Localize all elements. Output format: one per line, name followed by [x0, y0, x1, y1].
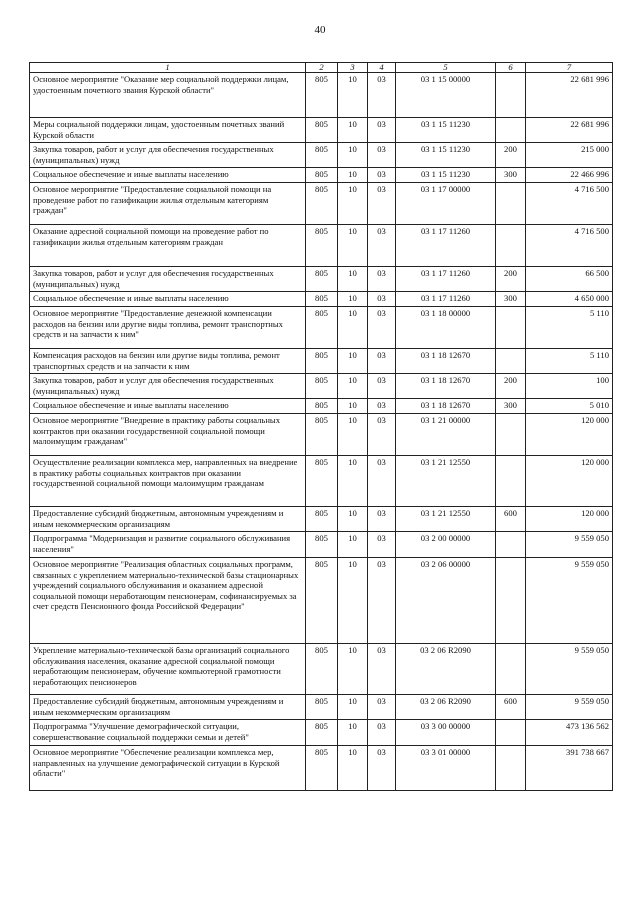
row-c7-cell: 120 000	[526, 414, 613, 456]
row-c5-cell: 03 1 18 00000	[396, 307, 496, 349]
table-row	[30, 118, 613, 143]
row-c2-cell: 805	[306, 532, 338, 558]
table-row	[30, 292, 613, 307]
row-c6-cell	[496, 414, 526, 456]
row-c6-cell: 300	[496, 399, 526, 414]
row-c3-cell: 10	[338, 695, 368, 720]
row-c4-cell: 03	[368, 644, 396, 695]
row-c6-cell	[496, 532, 526, 558]
row-c5-cell: 03 1 15 11230	[396, 143, 496, 168]
row-c7-cell: 22 681 996	[526, 73, 613, 118]
row-c6-cell	[496, 558, 526, 644]
row-c7-cell: 5 110	[526, 307, 613, 349]
row-c2-cell: 805	[306, 168, 338, 183]
row-c2-cell: 805	[306, 143, 338, 168]
row-c4-cell: 03	[368, 558, 396, 644]
row-c2-cell: 805	[306, 225, 338, 267]
row-c5-cell: 03 2 00 00000	[396, 532, 496, 558]
row-c3-cell: 10	[338, 225, 368, 267]
row-c6-cell: 300	[496, 292, 526, 307]
row-name-cell: Осуществление реализации комплекса мер, направленных на внедрение в практику работы социальных контрактов при оказании государственной социальной помощи малоимущим гражданам	[30, 456, 306, 507]
row-c7-cell: 391 738 667	[526, 746, 613, 791]
row-c4-cell: 03	[368, 695, 396, 720]
row-c2-cell: 805	[306, 695, 338, 720]
row-c7-cell: 473 136 562	[526, 720, 613, 746]
row-c7-cell: 120 000	[526, 507, 613, 532]
row-c6-cell	[496, 118, 526, 143]
row-c5-cell: 03 3 00 00000	[396, 720, 496, 746]
table-row	[30, 307, 613, 349]
row-name-cell: Закупка товаров, работ и услуг для обеспечения государственных (муниципальных) нужд	[30, 143, 306, 168]
table-row	[30, 349, 613, 374]
table-row	[30, 532, 613, 558]
row-c5-cell: 03 1 21 12550	[396, 507, 496, 532]
row-name-cell: Предоставление субсидий бюджетным, автономным учреждениям и иным некоммерческим организациям	[30, 695, 306, 720]
row-c7-cell: 5 010	[526, 399, 613, 414]
row-c2-cell: 805	[306, 746, 338, 791]
row-name-cell: Социальное обеспечение и иные выплаты населению	[30, 292, 306, 307]
row-c7-cell: 120 000	[526, 456, 613, 507]
budget-table	[29, 62, 613, 791]
row-c7-cell: 100	[526, 374, 613, 399]
table-row	[30, 746, 613, 791]
row-c3-cell: 10	[338, 168, 368, 183]
row-c5-cell: 03 1 15 11230	[396, 118, 496, 143]
row-c6-cell	[496, 720, 526, 746]
page-number: 40	[314, 24, 326, 36]
row-c6-cell: 600	[496, 507, 526, 532]
row-name-cell: Укрепление материально-технической базы организаций социального обслуживания населения, оказание адресной социальной помощи неработающим пенсионерам, обучение компьютерной грамотности неработающих пенсионеров	[30, 644, 306, 695]
row-c3-cell: 10	[338, 720, 368, 746]
row-c2-cell: 805	[306, 183, 338, 225]
row-c3-cell: 10	[338, 374, 368, 399]
row-name-cell: Социальное обеспечение и иные выплаты населению	[30, 399, 306, 414]
row-name-cell: Закупка товаров, работ и услуг для обеспечения государственных (муниципальных) нужд	[30, 267, 306, 292]
row-c5-cell: 03 2 06 R2090	[396, 695, 496, 720]
row-c5-cell: 03 1 18 12670	[396, 399, 496, 414]
row-c6-cell: 200	[496, 143, 526, 168]
row-c3-cell: 10	[338, 399, 368, 414]
row-c7-cell: 22 466 996	[526, 168, 613, 183]
row-c3-cell: 10	[338, 532, 368, 558]
table-row	[30, 720, 613, 746]
row-c2-cell: 805	[306, 507, 338, 532]
row-c3-cell: 10	[338, 558, 368, 644]
row-name-cell: Подпрограмма "Модернизация и развитие социального обслуживания населения"	[30, 532, 306, 558]
row-c2-cell: 805	[306, 118, 338, 143]
row-c7-cell: 9 559 050	[526, 532, 613, 558]
row-c5-cell: 03 1 17 11260	[396, 292, 496, 307]
row-c7-cell: 4 716 500	[526, 183, 613, 225]
row-c4-cell: 03	[368, 746, 396, 791]
row-c2-cell: 805	[306, 720, 338, 746]
row-c5-cell: 03 1 15 11230	[396, 168, 496, 183]
row-name-cell: Основное мероприятие "Предоставление денежной компенсации расходов на бензин или другие виды топлива, ремонт транспортных средств и на запчасти к ним"	[30, 307, 306, 349]
row-c5-cell: 03 1 21 00000	[396, 414, 496, 456]
column-header: 3	[338, 63, 368, 73]
row-c6-cell	[496, 349, 526, 374]
row-name-cell: Закупка товаров, работ и услуг для обеспечения государственных (муниципальных) нужд	[30, 374, 306, 399]
row-c2-cell: 805	[306, 374, 338, 399]
row-c3-cell: 10	[338, 292, 368, 307]
row-c5-cell: 03 1 21 12550	[396, 456, 496, 507]
row-c7-cell: 9 559 050	[526, 644, 613, 695]
row-c3-cell: 10	[338, 183, 368, 225]
row-name-cell: Меры социальной поддержки лицам, удостоенным почетных званий Курской области	[30, 118, 306, 143]
row-c4-cell: 03	[368, 374, 396, 399]
row-c7-cell: 4 650 000	[526, 292, 613, 307]
row-c4-cell: 03	[368, 143, 396, 168]
row-c5-cell: 03 3 01 00000	[396, 746, 496, 791]
row-c3-cell: 10	[338, 118, 368, 143]
row-c6-cell	[496, 746, 526, 791]
column-header: 6	[496, 63, 526, 73]
row-c2-cell: 805	[306, 349, 338, 374]
table-body	[30, 73, 613, 791]
row-c4-cell: 03	[368, 73, 396, 118]
row-c6-cell: 200	[496, 267, 526, 292]
row-c4-cell: 03	[368, 507, 396, 532]
row-c4-cell: 03	[368, 532, 396, 558]
column-header: 2	[306, 63, 338, 73]
row-c6-cell: 600	[496, 695, 526, 720]
row-c4-cell: 03	[368, 118, 396, 143]
table-row	[30, 507, 613, 532]
row-c3-cell: 10	[338, 414, 368, 456]
row-c7-cell: 215 000	[526, 143, 613, 168]
row-c3-cell: 10	[338, 307, 368, 349]
row-name-cell: Основное мероприятие "Предоставление социальной помощи на проведение работ по газификации жилья отдельным категориям граждан"	[30, 183, 306, 225]
row-c4-cell: 03	[368, 414, 396, 456]
row-c3-cell: 10	[338, 267, 368, 292]
row-c6-cell	[496, 456, 526, 507]
table-row	[30, 168, 613, 183]
row-c4-cell: 03	[368, 267, 396, 292]
row-name-cell: Основное мероприятие "Внедрение в практику работы социальных контрактов при оказании государственной социальной помощи малоимущим гражданам"	[30, 414, 306, 456]
row-c4-cell: 03	[368, 456, 396, 507]
row-c4-cell: 03	[368, 307, 396, 349]
row-c5-cell: 03 1 18 12670	[396, 374, 496, 399]
column-header: 5	[396, 63, 496, 73]
row-c2-cell: 805	[306, 267, 338, 292]
row-c4-cell: 03	[368, 720, 396, 746]
row-c5-cell: 03 1 17 11260	[396, 225, 496, 267]
row-c4-cell: 03	[368, 292, 396, 307]
row-c7-cell: 5 110	[526, 349, 613, 374]
row-c3-cell: 10	[338, 507, 368, 532]
row-c5-cell: 03 1 18 12670	[396, 349, 496, 374]
row-c6-cell	[496, 73, 526, 118]
row-c3-cell: 10	[338, 644, 368, 695]
row-name-cell: Основное мероприятие "Оказание мер социальной поддержки лицам, удостоенным почетного звания Курской области"	[30, 73, 306, 118]
row-c4-cell: 03	[368, 168, 396, 183]
row-c2-cell: 805	[306, 73, 338, 118]
table-row	[30, 374, 613, 399]
table-row	[30, 225, 613, 267]
row-c3-cell: 10	[338, 143, 368, 168]
table-row	[30, 183, 613, 225]
row-c3-cell: 10	[338, 349, 368, 374]
row-c6-cell	[496, 225, 526, 267]
row-c2-cell: 805	[306, 399, 338, 414]
table-row	[30, 414, 613, 456]
row-name-cell: Подпрограмма "Улучшение демографической ситуации, совершенствование социальной поддержки семьи и детей"	[30, 720, 306, 746]
column-header: 1	[30, 63, 306, 73]
column-header: 7	[526, 63, 613, 73]
table-row	[30, 695, 613, 720]
row-name-cell: Оказание адресной социальной помощи на проведение работ по газификации жилья отдельным категориям граждан	[30, 225, 306, 267]
row-c6-cell	[496, 307, 526, 349]
table-row	[30, 644, 613, 695]
row-c6-cell: 200	[496, 374, 526, 399]
table-row	[30, 73, 613, 118]
row-name-cell: Основное мероприятие "Обеспечение реализации комплекса мер, направленных на улучшение демографической ситуации в Курской области"	[30, 746, 306, 791]
row-c2-cell: 805	[306, 558, 338, 644]
row-c6-cell: 300	[496, 168, 526, 183]
row-name-cell: Социальное обеспечение и иные выплаты населению	[30, 168, 306, 183]
header-row	[30, 63, 613, 73]
row-name-cell: Компенсация расходов на бензин или другие виды топлива, ремонт транспортных средств и на запчасти к ним	[30, 349, 306, 374]
row-c6-cell	[496, 644, 526, 695]
row-c7-cell: 9 559 050	[526, 558, 613, 644]
table-row	[30, 143, 613, 168]
row-c7-cell: 22 681 996	[526, 118, 613, 143]
row-name-cell: Предоставление субсидий бюджетным, автономным учреждениям и иным некоммерческим организациям	[30, 507, 306, 532]
row-c4-cell: 03	[368, 399, 396, 414]
row-c3-cell: 10	[338, 73, 368, 118]
row-c3-cell: 10	[338, 456, 368, 507]
row-name-cell: Основное мероприятие "Реализация областных социальных программ, связанных с укреплением материально-технической базы стационарных учреждений социального обслуживания и оказанием адресной социальной помощи неработающим пенсионерам, софинансируемых за счет средств Пенсионного фонда Российской Федерации"	[30, 558, 306, 644]
row-c5-cell: 03 1 17 00000	[396, 183, 496, 225]
table-row	[30, 456, 613, 507]
table-row	[30, 558, 613, 644]
row-c6-cell	[496, 183, 526, 225]
column-header: 4	[368, 63, 396, 73]
table-row	[30, 399, 613, 414]
row-c4-cell: 03	[368, 349, 396, 374]
row-c3-cell: 10	[338, 746, 368, 791]
row-c5-cell: 03 2 06 R2090	[396, 644, 496, 695]
row-c7-cell: 66 500	[526, 267, 613, 292]
row-c4-cell: 03	[368, 183, 396, 225]
row-c5-cell: 03 1 17 11260	[396, 267, 496, 292]
row-c7-cell: 9 559 050	[526, 695, 613, 720]
row-c2-cell: 805	[306, 414, 338, 456]
row-c5-cell: 03 2 06 00000	[396, 558, 496, 644]
row-c2-cell: 805	[306, 292, 338, 307]
row-c5-cell: 03 1 15 00000	[396, 73, 496, 118]
table-row	[30, 267, 613, 292]
row-c7-cell: 4 716 500	[526, 225, 613, 267]
row-c2-cell: 805	[306, 644, 338, 695]
row-c2-cell: 805	[306, 456, 338, 507]
row-c2-cell: 805	[306, 307, 338, 349]
row-c4-cell: 03	[368, 225, 396, 267]
